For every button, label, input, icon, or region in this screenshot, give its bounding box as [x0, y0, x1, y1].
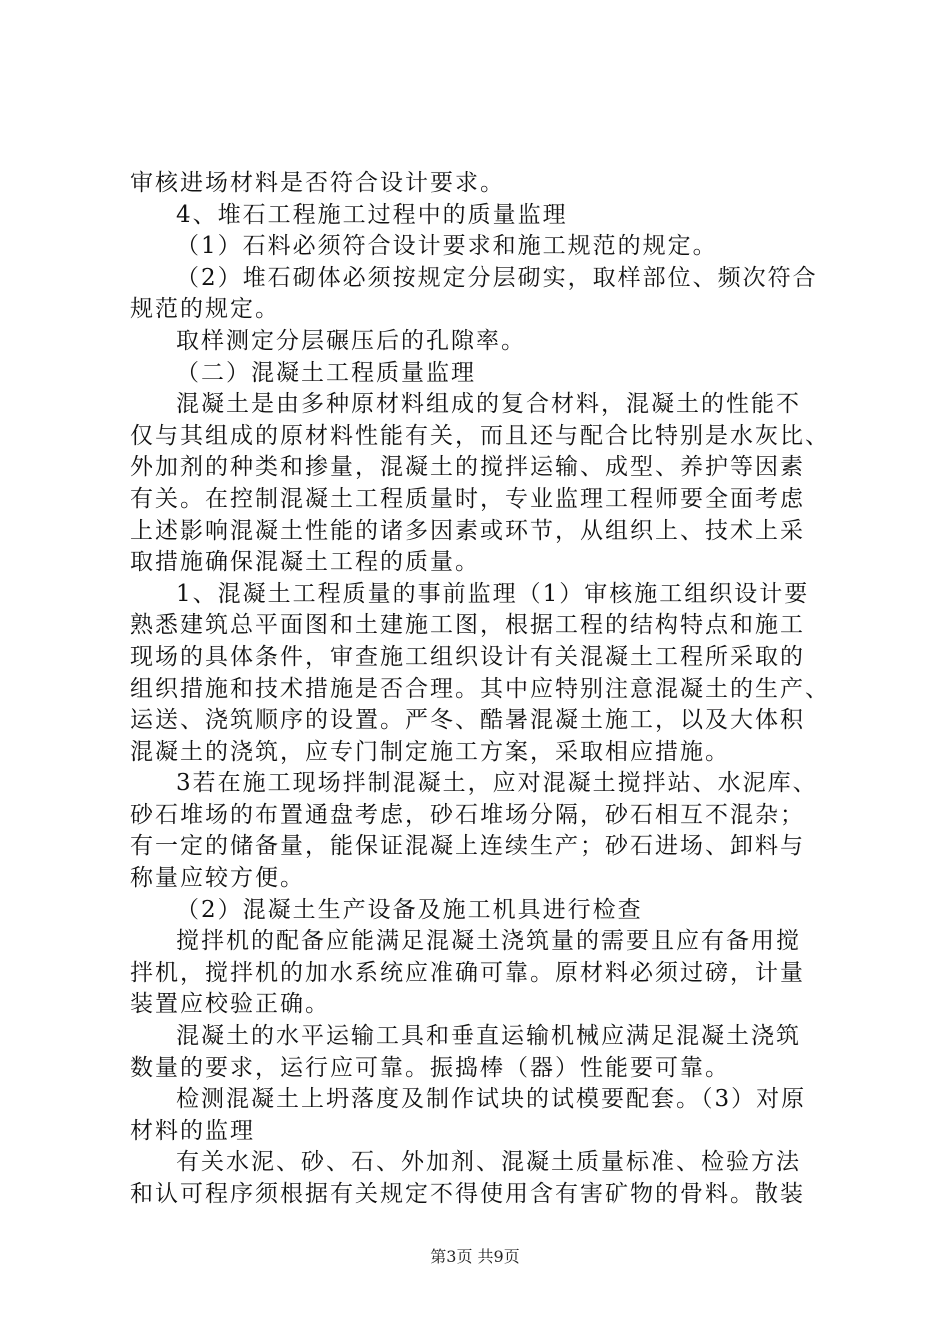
- text-line: 规范的规定。: [130, 296, 280, 323]
- text-line: 有关。在控制混凝土工程质量时，专业监理工程师要全面考虑: [130, 485, 805, 512]
- text-line: 混凝土的水平运输工具和垂直运输机械应满足混凝土浇筑: [176, 1023, 801, 1050]
- text-line: 材料的监理: [130, 1117, 255, 1144]
- document-body: [130, 168, 830, 1211]
- text-line: 砂石堆场的布置通盘考虑，砂石堆场分隔，砂石相互不混杂；: [130, 801, 805, 828]
- text-line: 取样测定分层碾压后的孔隙率。: [176, 327, 526, 354]
- text-line: 检测混凝土上坍落度及制作试块的试模要配套。（3）对原: [176, 1086, 807, 1113]
- text-line: 3若在施工现场拌制混凝土，应对混凝土搅拌站、水泥库、: [176, 770, 818, 797]
- text-line: （二）混凝土工程质量监理: [176, 359, 476, 386]
- text-line: 搅拌机的配备应能满足混凝土浇筑量的需要且应有备用搅: [176, 928, 801, 955]
- text-line: 4、堆石工程施工过程中的质量监理: [176, 201, 568, 228]
- text-line: 和认可程序须根据有关规定不得使用含有害矿物的骨料。散装: [130, 1181, 805, 1207]
- text-line: 取措施确保混凝土工程的质量。: [130, 549, 480, 576]
- text-line: 装置应校验正确。: [130, 991, 330, 1018]
- text-line: 组织措施和技术措施是否合理。其中应特别注意混凝土的生产、: [130, 675, 830, 702]
- text-line: 上述影响混凝土性能的诸多因素或环节，从组织上、技术上采: [130, 517, 805, 544]
- text-line: 拌机，搅拌机的加水系统应准确可靠。原材料必须过磅，计量: [130, 959, 805, 986]
- text-line: 熟悉建筑总平面图和土建施工图，根据工程的结构特点和施工: [130, 612, 805, 639]
- text-line: 仅与其组成的原材料性能有关，而且还与配合比特别是水灰比、: [130, 422, 830, 449]
- text-line: 混凝土的浇筑，应专门制定施工方案，采取相应措施。: [130, 738, 730, 765]
- page-footer: 第3页 共9页: [430, 1247, 520, 1266]
- text-line: （2）混凝土生产设备及施工机具进行检查: [176, 896, 643, 923]
- text-line: 有一定的储备量，能保证混凝上连续生产；砂石进场、卸料与: [130, 833, 805, 860]
- text-line: （1）石料必须符合设计要求和施工规范的规定。: [176, 233, 718, 260]
- text-line: 1、混凝土工程质量的事前监理（1）审核施工组织设计要: [176, 580, 810, 607]
- text-line: 混凝土是由多种原材料组成的复合材料，混凝土的性能不: [176, 391, 801, 418]
- text-line: （2）堆石砌体必须按规定分层砌实，取样部位、频次符合: [176, 264, 818, 291]
- text-line: 现场的具体条件，审查施工组织设计有关混凝土工程所采取的: [130, 643, 805, 670]
- text-line: 外加剂的种类和掺量，混凝土的搅拌运输、成型、养护等因素: [130, 454, 805, 481]
- text-line: 审核进场材料是否符合设计要求。: [130, 170, 505, 196]
- text-line: 数量的要求，运行应可靠。振捣棒（器）性能要可靠。: [130, 1054, 730, 1081]
- text-line: 运送、浇筑顺序的设置。严冬、酷暑混凝土施工，以及大体积: [130, 707, 805, 734]
- text-line: 有关水泥、砂、石、外加剂、混凝土质量标准、检验方法: [176, 1149, 801, 1176]
- text-line: 称量应较方便。: [130, 865, 305, 892]
